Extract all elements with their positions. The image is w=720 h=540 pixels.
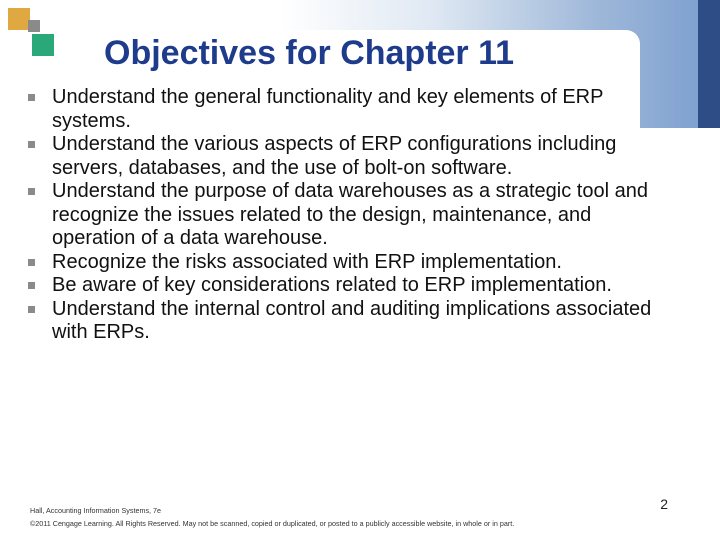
teal-square-decoration (32, 34, 54, 56)
objective-item (28, 180, 668, 251)
bullet-icon (28, 94, 35, 101)
objective-item (28, 86, 668, 133)
objective-text: Understand the general functionality and key elements of ERP systems. (52, 86, 604, 132)
objective-item (28, 133, 668, 180)
page-number: 2 (660, 496, 668, 512)
objective-text: Understand the purpose of data warehouses as a strategic tool and recognize the issues related to the design, maintenance, and operation of a data warehouse. (52, 180, 648, 249)
objective-text: Understand the various aspects of ERP configurations including servers, databases, and the use of bolt-on software. (52, 133, 617, 179)
footer-credit (30, 504, 514, 530)
objectives-list (28, 86, 668, 345)
objective-text: Recognize the risks associated with ERP implementation. (52, 250, 562, 273)
header-accent-bar (698, 0, 720, 128)
slide-title: Objectives for Chapter 11 (104, 34, 515, 72)
objective-item (28, 251, 668, 275)
footer-copyright: ©2011 Cengage Learning. All Rights Reserved. May not be scanned, copied or duplicated, or posted to a publicly accessible website, in whole or in part. (30, 519, 515, 528)
bullet-icon (28, 188, 35, 195)
objective-item (28, 298, 668, 345)
bullet-icon (28, 282, 35, 289)
objective-item (28, 274, 668, 298)
bullet-icon (28, 141, 35, 148)
footer-book-title: Hall, Accounting Information Systems, 7e (30, 506, 162, 515)
objective-text: Be aware of key considerations related to ERP implementation. (52, 274, 612, 296)
bullet-icon (28, 259, 35, 266)
bullet-icon (28, 306, 35, 313)
gold-square-decoration (8, 8, 30, 30)
gray-square-decoration (28, 20, 40, 32)
objective-text: Understand the internal control and auditing implications associated with ERPs. (52, 297, 652, 343)
